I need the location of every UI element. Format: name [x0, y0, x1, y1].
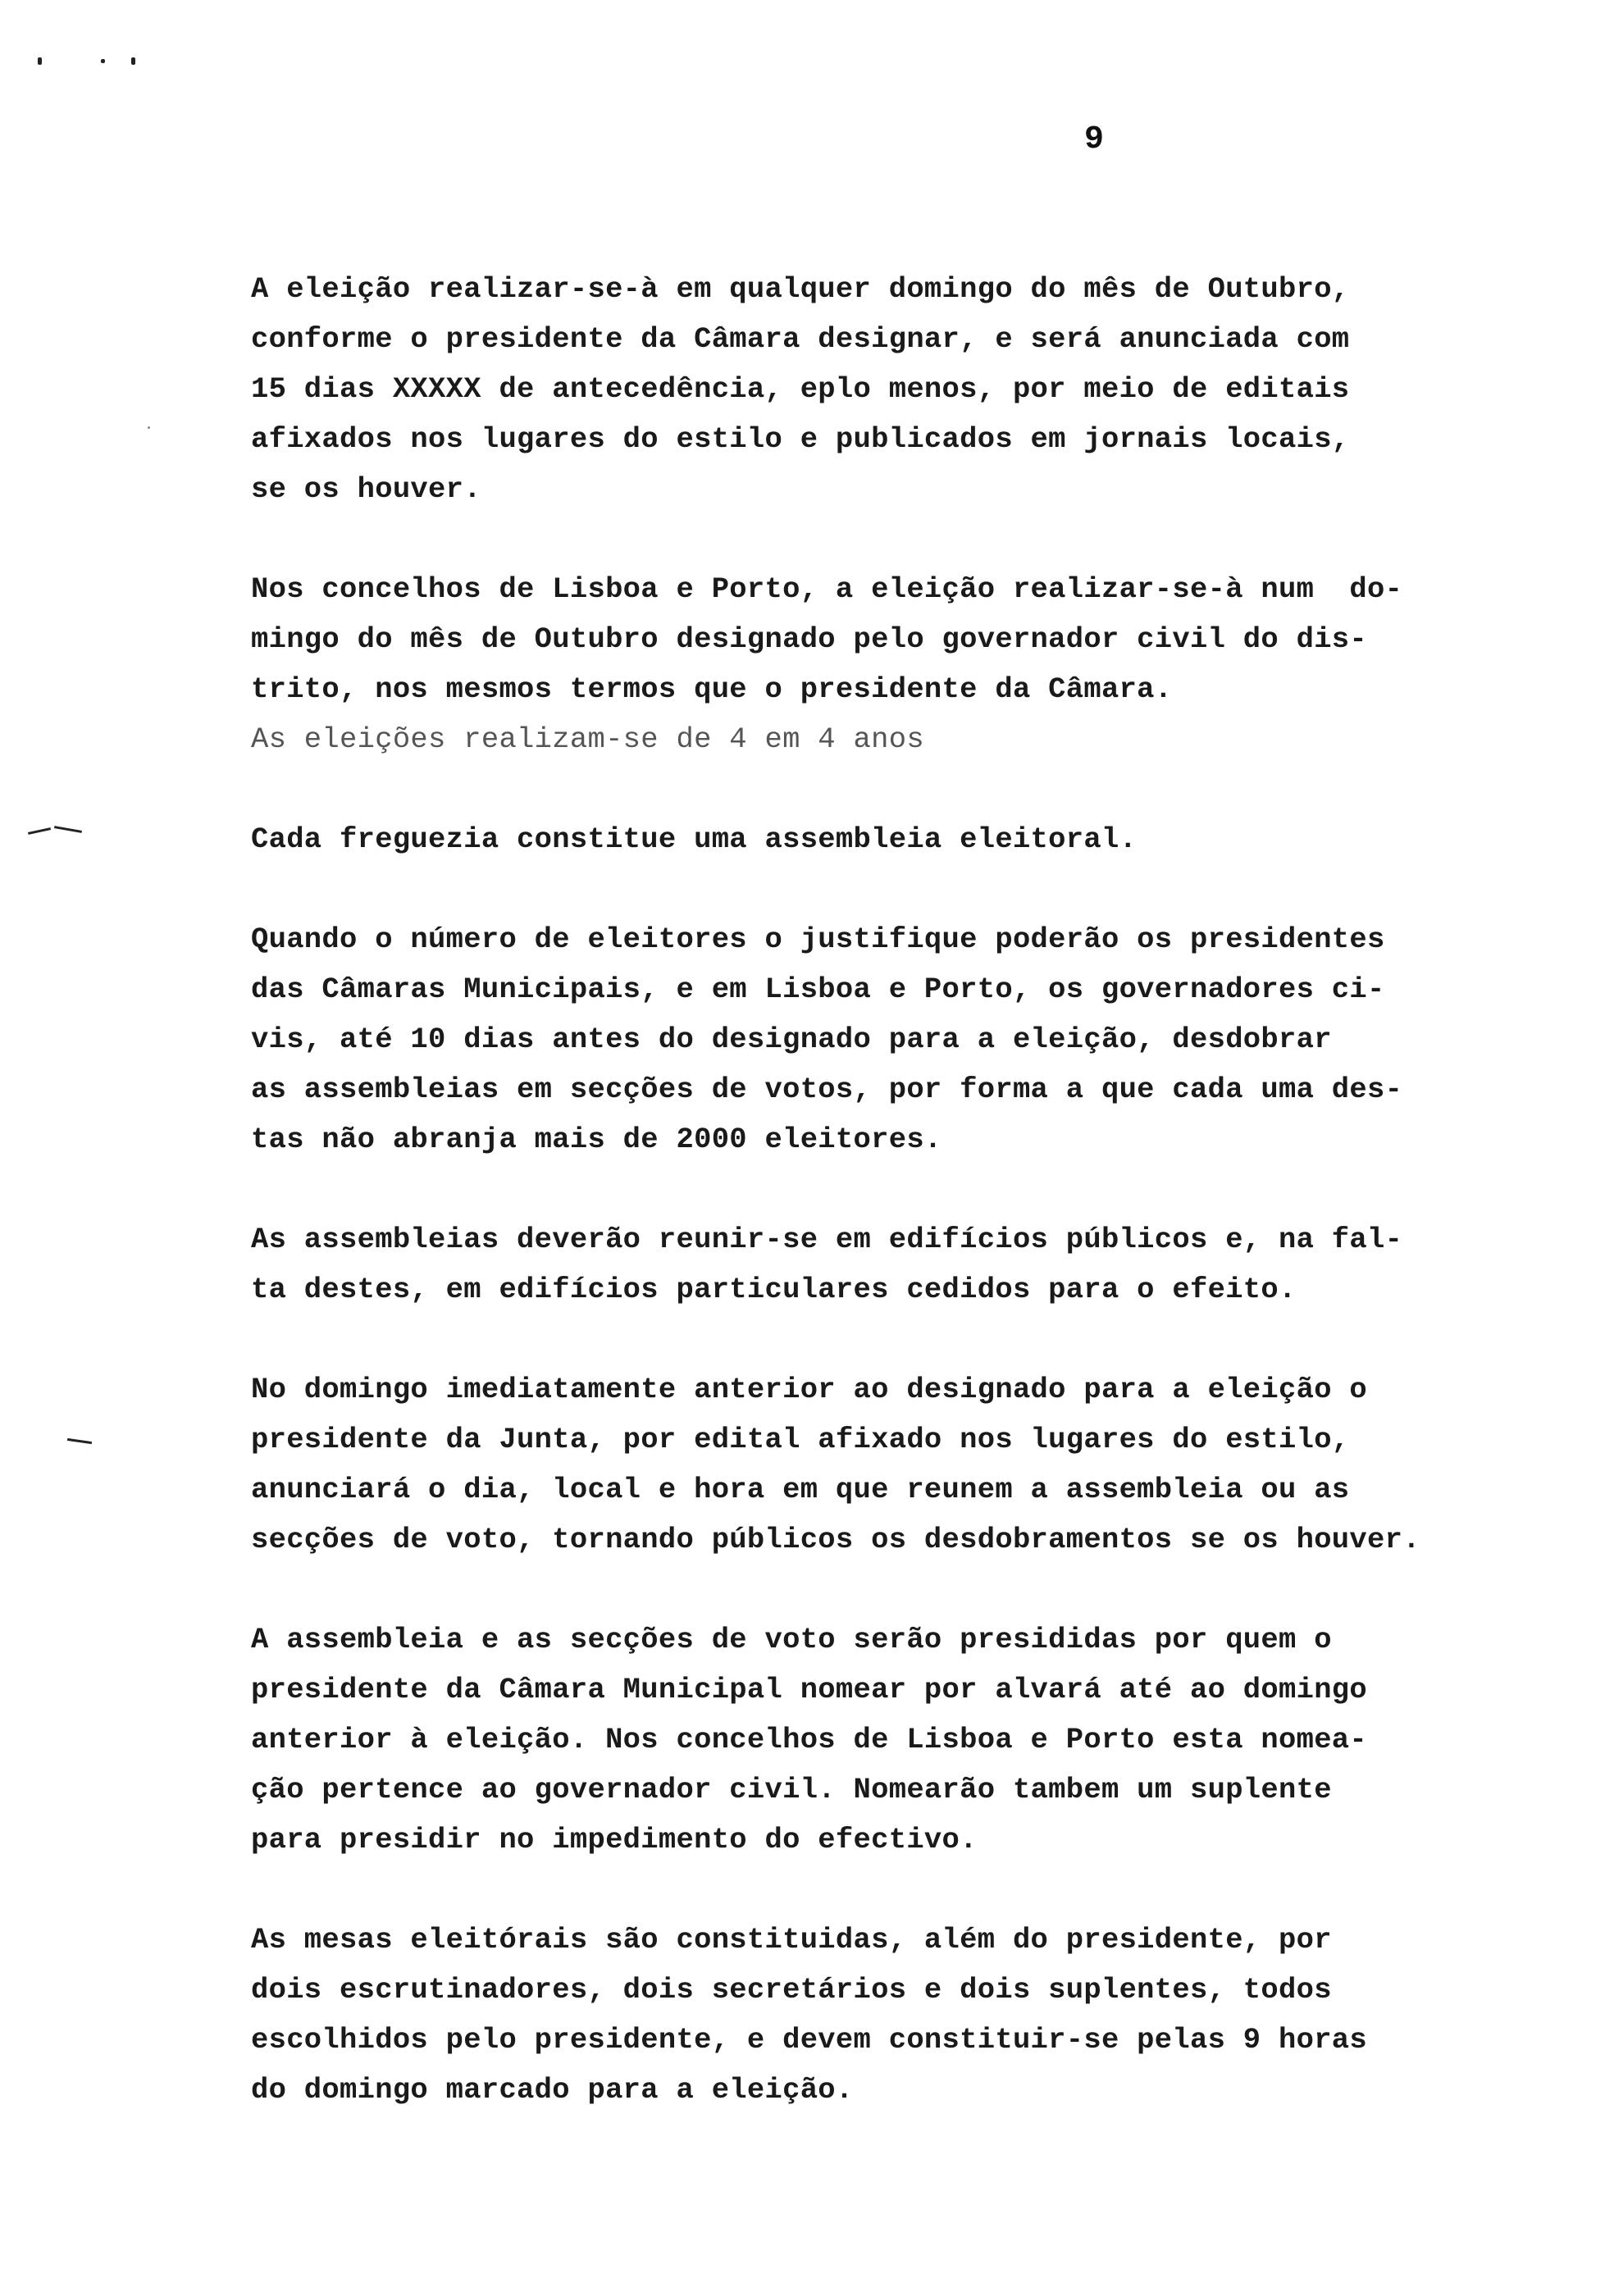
text-line: Cada freguezia constitue uma assembleia eleitoral. [251, 822, 1138, 856]
text-line: ção pertence ao governador civil. Nomearão tambem um suplente [251, 1773, 1332, 1806]
margin-dash-mark [54, 826, 82, 833]
text-line: As eleições realizam-se de 4 em 4 anos [251, 722, 924, 756]
text-line: vis, até 10 dias antes do designado para a eleição, desdobrar [251, 1023, 1332, 1056]
text-line: anunciará o dia, local e hora em que reunem a assembleia ou as [251, 1473, 1350, 1506]
text-line: afixados nos lugares do estilo e publicados em jornais locais, [251, 422, 1350, 456]
scan-mark-dot [101, 59, 105, 63]
text-line: A eleição realizar-se-à em qualquer domingo do mês de Outubro, [251, 272, 1350, 306]
paragraph [251, 264, 1596, 514]
scan-mark-dot [131, 57, 135, 65]
paragraph [251, 814, 1596, 864]
text-line: ta destes, em edifícios particulares cedidos para o efeito. [251, 1273, 1297, 1306]
paragraph [251, 1214, 1596, 1314]
text-line: para presidir no impedimento do efectivo. [251, 1823, 978, 1856]
paragraph [251, 1915, 1596, 2115]
page-number: 9 [1084, 121, 1105, 158]
text-line: mingo do mês de Outubro designado pelo governador civil do dis- [251, 622, 1368, 656]
text-line: No domingo imediatamente anterior ao designado para a eleição o [251, 1373, 1368, 1406]
text-line: das Câmaras Municipais, e em Lisboa e Porto, os governadores ci- [251, 973, 1385, 1006]
text-line: 15 dias XXXXX de antecedência, eplo menos, por meio de editais [251, 372, 1350, 406]
text-line: tas não abranja mais de 2000 eleitores. [251, 1123, 942, 1156]
text-line: do domingo marcado para a eleição. [251, 2073, 854, 2107]
text-line: dois escrutinadores, dois secretários e dois suplentes, todos [251, 1973, 1332, 2007]
text-line: Quando o número de eleitores o justifique poderão os presidentes [251, 922, 1385, 956]
text-line: Nos concelhos de Lisboa e Porto, a eleição realizar-se-à num do- [251, 572, 1403, 606]
paragraph [251, 564, 1596, 764]
text-line: As mesas eleitórais são constituidas, além do presidente, por [251, 1923, 1332, 1957]
scan-mark-dot [148, 426, 150, 429]
text-line: As assembleias deverão reunir-se em edifícios públicos e, na fal- [251, 1223, 1403, 1256]
text-line: presidente da Câmara Municipal nomear por alvará até ao domingo [251, 1673, 1368, 1706]
text-line: se os houver. [251, 472, 481, 506]
margin-dash-mark [67, 1438, 92, 1444]
text-line: anterior à eleição. Nos concelhos de Lisboa e Porto esta nomea- [251, 1723, 1368, 1756]
text-line: escolhidos pelo presidente, e devem constituir-se pelas 9 horas [251, 2023, 1368, 2057]
paragraph [251, 1615, 1596, 1865]
text-line: conforme o presidente da Câmara designar, e será anunciada com [251, 322, 1350, 356]
text-line: as assembleias em secções de votos, por forma a que cada uma des- [251, 1073, 1403, 1106]
document-body [251, 264, 1596, 2165]
scan-mark-dot [38, 57, 42, 65]
text-line: secções de voto, tornando públicos os desdobramentos se os houver. [251, 1523, 1420, 1556]
paragraph [251, 1364, 1596, 1565]
margin-dash-mark [28, 827, 51, 835]
text-line: presidente da Junta, por edital afixado nos lugares do estilo, [251, 1423, 1350, 1456]
text-line: A assembleia e as secções de voto serão presididas por quem o [251, 1623, 1332, 1656]
text-line: trito, nos mesmos termos que o presidente da Câmara. [251, 672, 1173, 706]
paragraph [251, 914, 1596, 1164]
